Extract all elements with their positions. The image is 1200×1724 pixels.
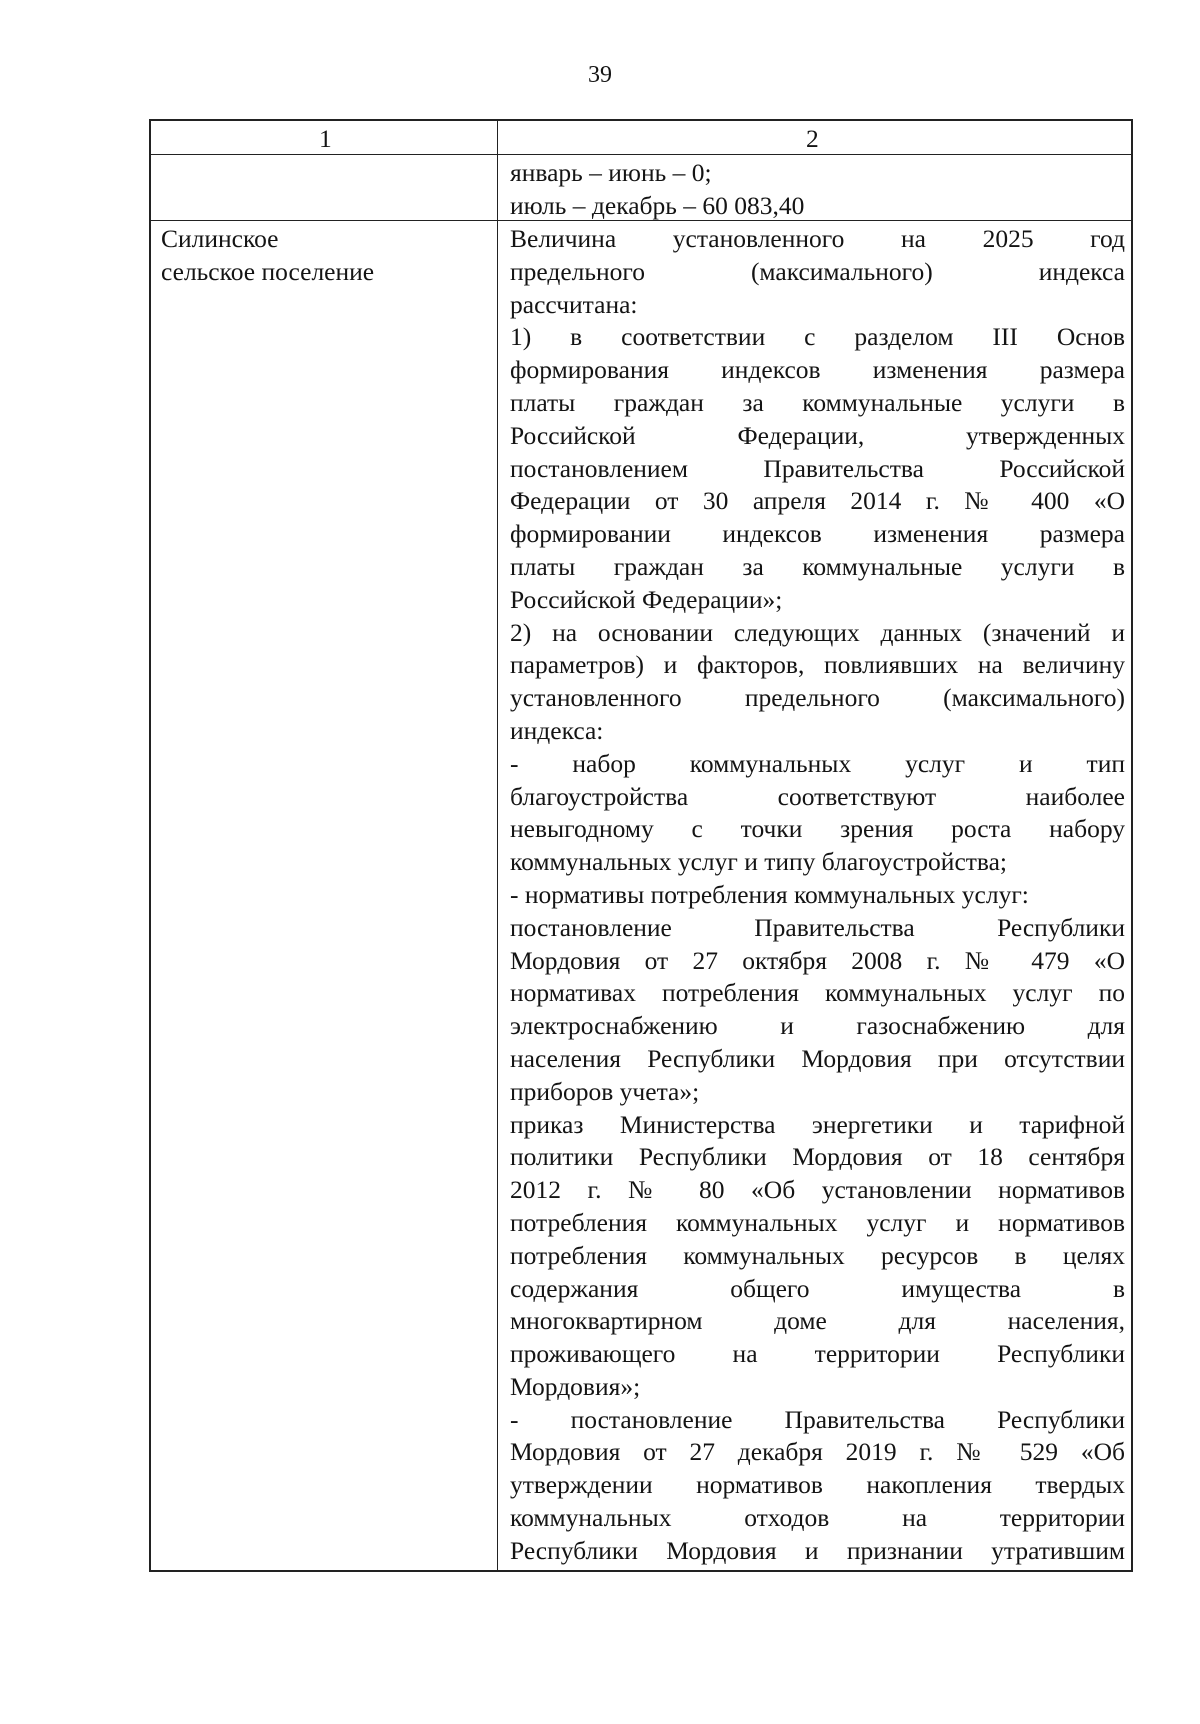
page-number: 39 (588, 62, 612, 88)
text-line: утверждении нормативов накопления твердых (510, 1470, 1125, 1500)
text-line: приказ Министерства энергетики и тарифной (510, 1109, 1125, 1139)
text-line: содержания общего имущества в (510, 1273, 1125, 1303)
column-header-1: 1 (319, 124, 332, 153)
text-line: потребления коммунальных услуг и нормативов (510, 1207, 1125, 1237)
text-line: приборов учета»; (510, 1076, 700, 1106)
text-line: благоустройства соответствуют наиболее (510, 781, 1125, 811)
text-line: коммунальных услуг и типу благоустройства; (510, 847, 1008, 877)
text-line: формировании индексов изменения размера (510, 519, 1125, 549)
row2-col2-cell (510, 223, 1125, 1568)
text-line: платы граждан за коммунальные услуги в (510, 551, 1125, 581)
text-line: Величина установленного на 2025 год (510, 224, 1125, 253)
column-divider (497, 121, 498, 1570)
text-line: многоквартирном доме для населения, (510, 1306, 1125, 1336)
text-line: предельного (максимального) индекса (510, 256, 1125, 286)
text-line: коммунальных отходов на территории (510, 1503, 1125, 1533)
text-line: индекса: (510, 715, 604, 745)
text-line: 2012 г. № 80 «Об установлении нормативов (510, 1175, 1125, 1205)
text-line: населения Республики Мордовия при отсутствии (510, 1043, 1125, 1073)
text-line: постановлением Правительства Российской (510, 453, 1125, 483)
text-line: установленного предельного (максимального) (510, 683, 1125, 713)
row1-col2-cell (510, 157, 1125, 223)
column-header-2: 2 (806, 124, 819, 153)
text-line: Мордовия от 27 октября 2008 г. № 479 «О (510, 945, 1125, 975)
text-line: формирования индексов изменения размера (510, 355, 1125, 385)
text-line: постановление Правительства Республики (510, 912, 1125, 942)
header-row-divider (151, 154, 1131, 155)
text-line: рассчитана: (510, 289, 638, 319)
text-line: Федерации от 30 апреля 2014 г. № 400 «О (510, 486, 1125, 516)
text-line: - набор коммунальных услуг и тип (510, 748, 1125, 778)
text-line: 1) в соответствии с разделом III Основ (510, 322, 1125, 352)
text-line: июль – декабрь – 60 083,40 (510, 190, 805, 220)
text-line: невыгодному с точки зрения роста набору (510, 814, 1125, 844)
text-line: январь – июнь – 0; (510, 158, 712, 187)
text-line: Мордовия»; (510, 1371, 641, 1401)
text-line: электроснабжению и газоснабжению для (510, 1011, 1125, 1041)
settlement-name-line-1: Силинское (161, 224, 279, 253)
text-line: - нормативы потребления коммунальных услуг: (510, 879, 1029, 909)
text-line: политики Республики Мордовия от 18 сентября (510, 1142, 1125, 1172)
text-line: нормативах потребления коммунальных услуг по (510, 978, 1125, 1008)
data-table (149, 119, 1133, 1572)
text-line: потребления коммунальных ресурсов в целях (510, 1240, 1125, 1270)
text-line: Республики Мордовия и признании утратившим (510, 1535, 1125, 1565)
text-line: платы граждан за коммунальные услуги в (510, 387, 1125, 417)
text-line: Российской Федерации»; (510, 584, 783, 614)
text-line: Мордовия от 27 декабря 2019 г. № 529 «Об (510, 1437, 1125, 1467)
text-line: 2) на основании следующих данных (значений и (510, 617, 1125, 647)
text-line: параметров) и факторов, повлиявших на величину (510, 650, 1125, 680)
text-line: - постановление Правительства Республики (510, 1404, 1125, 1434)
settlement-name-line-2: сельское поселение (161, 257, 375, 286)
text-line: проживающего на территории Республики (510, 1339, 1125, 1369)
text-line: Российской Федерации, утвержденных (510, 420, 1125, 450)
